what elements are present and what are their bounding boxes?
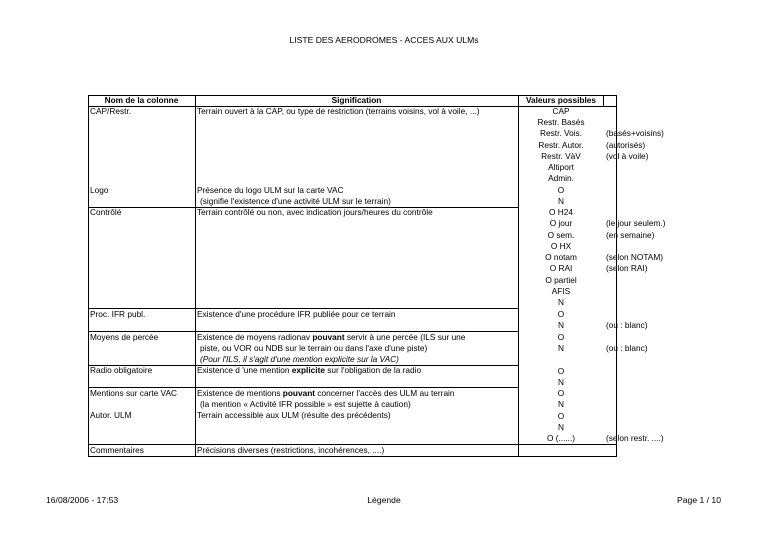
value-cap-0: CAP bbox=[552, 106, 570, 116]
meaning-radio-post: sur l'obligation de la radio bbox=[324, 365, 422, 375]
row-name-logo: Logo bbox=[90, 185, 109, 195]
value-controle-7: AFIS bbox=[551, 286, 571, 296]
table-border-left bbox=[88, 95, 89, 457]
meaning-radio-pre: Existence d 'une mention bbox=[197, 365, 292, 375]
value-cap-2: Restr. Vois. bbox=[540, 128, 582, 138]
value-controle-1: O jour bbox=[549, 218, 573, 228]
meaning-mentions-post: concerner l'accès des ULM au terrain bbox=[315, 388, 455, 398]
note-percee: (ou : blanc) bbox=[606, 343, 648, 353]
row-name-ifr: Proc. IFR publ. bbox=[90, 309, 146, 319]
value-controle-8: N bbox=[558, 297, 564, 307]
page-title: LISTE DES AERODROMES - ACCES AUX ULMs bbox=[289, 35, 479, 45]
value-ifr-0: O bbox=[557, 309, 565, 319]
value-autor-1: N bbox=[558, 422, 564, 432]
header-signification: Signification bbox=[331, 95, 382, 105]
row-name-mentions: Mentions sur carte VAC bbox=[90, 388, 177, 398]
note-cap-0: (basés+voisins) bbox=[606, 128, 664, 138]
value-radio-0: O bbox=[557, 366, 565, 376]
row-name-autor: Autor. ULM bbox=[90, 410, 132, 420]
value-percee-0: O bbox=[557, 332, 565, 342]
note-cap-1: (autorisés) bbox=[606, 140, 646, 150]
meaning-comment: Précisions diverses (restrictions, incohérences, ....) bbox=[197, 445, 385, 455]
value-controle-3: O HX bbox=[550, 241, 572, 251]
value-controle-2: O sem. bbox=[547, 230, 575, 240]
meaning-mentions-bold: pouvant bbox=[282, 388, 316, 398]
value-logo-1: N bbox=[558, 196, 564, 206]
row-name-percee: Moyens de percée bbox=[90, 332, 159, 342]
value-radio-1: N bbox=[558, 377, 564, 387]
value-autor-2: O (......) bbox=[546, 433, 576, 443]
row-name-cap: CAP/Restr. bbox=[90, 106, 132, 116]
meaning-percee-3 bbox=[200, 354, 399, 365]
value-cap-4: Restr. VàV bbox=[541, 151, 581, 161]
row-name-controle: Contrôlé bbox=[90, 207, 122, 217]
meaning-percee-post: servir à une percée (ILS sur une bbox=[344, 332, 466, 342]
note-ifr: (ou : blanc) bbox=[606, 320, 648, 330]
value-mentions-0: O bbox=[557, 388, 565, 398]
note-controle-1: (en semaine) bbox=[606, 230, 655, 240]
note-autor: (selon restr. ....) bbox=[606, 433, 664, 443]
value-autor-0: O bbox=[557, 411, 565, 421]
meaning-controle: Terrain contrôlé ou non, avec indication jours/heures du contrôle bbox=[197, 207, 433, 217]
meaning-percee-italic: (Pour l'ILS, il s'agit d'une mention explicite sur la VAC) bbox=[200, 354, 399, 364]
value-controle-5: O RAI bbox=[549, 263, 573, 273]
meaning-logo-1: Présence du logo ULM sur la carte VAC bbox=[197, 185, 344, 195]
value-cap-6: Admin. bbox=[548, 173, 574, 183]
meaning-cap: Terrain ouvert à la CAP, ou type de restriction (terrains voisins, vol à voile, ...) bbox=[197, 106, 480, 116]
meaning-radio bbox=[197, 365, 421, 376]
meaning-autor: Terrain accessible aux ULM (résulte des précédents) bbox=[197, 410, 391, 420]
row-name-radio: Radio obligatoire bbox=[90, 365, 153, 375]
header-valeurs-possibles: Valeurs possibles bbox=[525, 95, 597, 105]
header-nom-colonne: Nom de la colonne bbox=[104, 95, 179, 105]
meaning-mentions-2: (la mention « Activité IFR possible » est sujette à caution) bbox=[200, 399, 411, 409]
footer-page-number: Page 1 / 10 bbox=[677, 495, 721, 505]
meaning-mentions-1 bbox=[197, 388, 455, 399]
meaning-percee-2: piste, ou VOR ou NDB sur le terrain ou dans l'axe d'une piste) bbox=[200, 343, 428, 353]
note-cap-2: (vol à voile) bbox=[606, 151, 649, 161]
meaning-mentions-pre: Existence de mentions bbox=[197, 388, 283, 398]
meaning-radio-bold: explicite bbox=[291, 365, 325, 375]
footer-date: 16/08/2006 - 17:53 bbox=[46, 495, 119, 505]
meaning-ifr: Existence d'une procédure IFR publiée pour ce terrain bbox=[197, 309, 396, 319]
value-controle-4: O notam bbox=[545, 252, 577, 262]
value-controle-6: O partiel bbox=[545, 275, 577, 285]
table-divider-1 bbox=[195, 95, 196, 457]
value-controle-0: O H24 bbox=[549, 207, 573, 217]
value-cap-3: Restr. Autor. bbox=[538, 140, 584, 150]
note-controle-3: (selon RAI) bbox=[606, 263, 648, 273]
value-mentions-1: N bbox=[558, 399, 564, 409]
row-name-comment: Commentaires bbox=[90, 445, 144, 455]
value-percee-1: N bbox=[558, 343, 564, 353]
meaning-percee-1 bbox=[197, 332, 465, 343]
value-ifr-1: N bbox=[558, 320, 564, 330]
meaning-percee-pre: Existence de moyens radionav bbox=[197, 332, 313, 342]
footer-center: Légende bbox=[367, 495, 401, 505]
value-logo-0: O bbox=[557, 185, 565, 195]
value-cap-5: Altiport bbox=[548, 162, 574, 172]
note-controle-0: (le jour seulem.) bbox=[606, 218, 666, 228]
meaning-logo-2: (signifie l'existence d'une activité ULM sur le terrain) bbox=[200, 196, 391, 206]
note-controle-2: (selon NOTAM) bbox=[606, 252, 664, 262]
value-cap-1: Restr. Basés bbox=[537, 117, 585, 127]
meaning-percee-bold: pouvant bbox=[312, 332, 345, 342]
